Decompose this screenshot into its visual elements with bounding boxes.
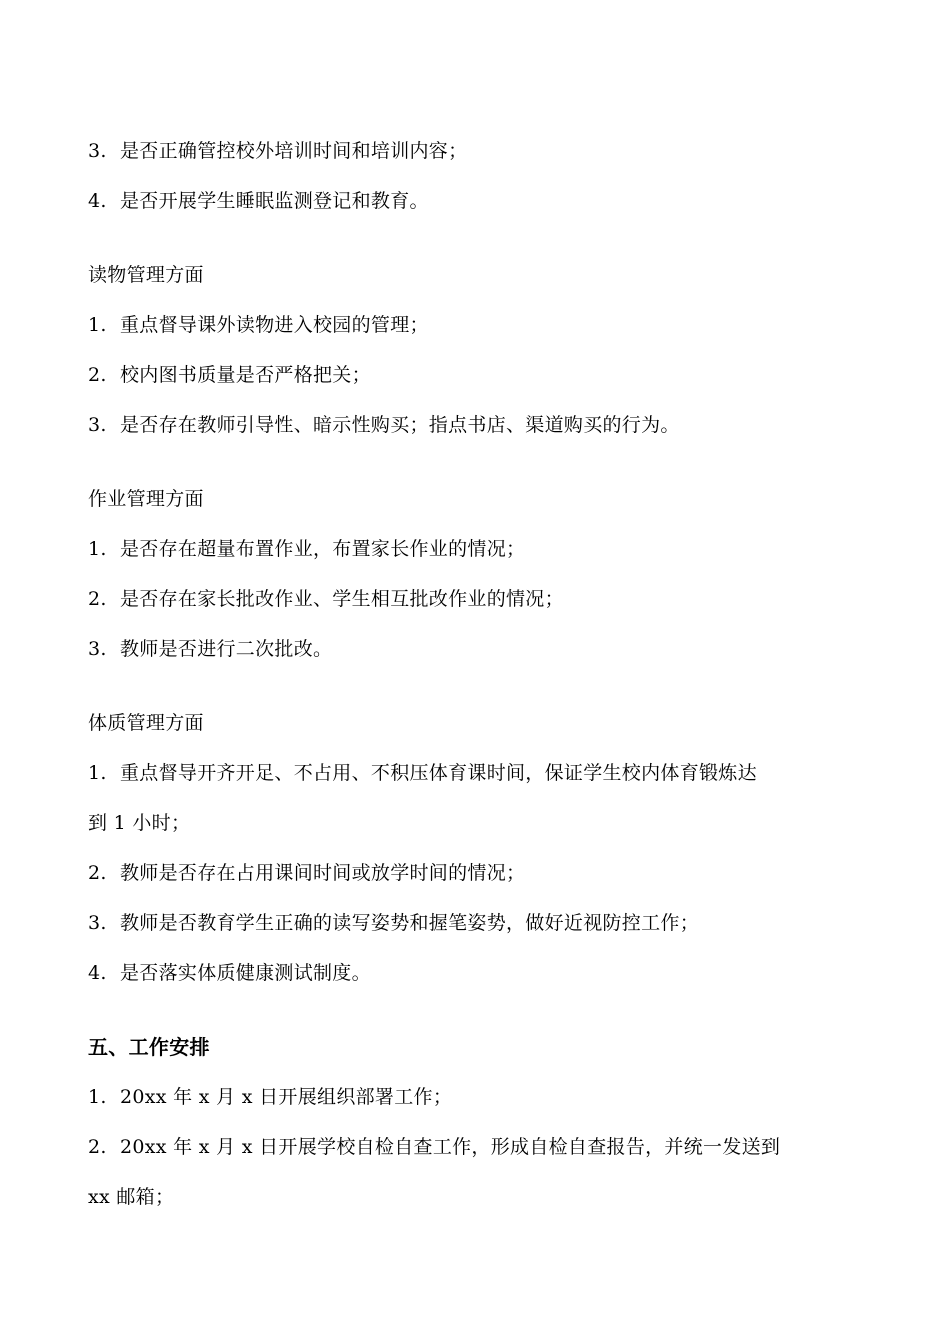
item-text: 教师是否进行二次批改。 [120,638,333,660]
list-item [88,1084,868,1110]
item-text: 是否存在家长批改作业、学生相互批改作业的情况； [120,588,564,610]
section-heading: 五、工作安排 [88,1035,210,1059]
list-item [88,860,868,886]
list-item [88,636,868,662]
list-item [88,586,868,612]
item-text: 重点督导课外读物进入校园的管理； [120,314,429,336]
item-number: 3. [88,912,107,934]
item-text: 是否开展学生睡眠监测登记和教育。 [120,190,429,212]
list-item [88,1134,868,1160]
item-number: 2. [88,364,107,386]
item-number: 1. [88,538,107,560]
item-number: 1. [88,1086,107,1108]
list-item-continuation: 到 1 小时； [88,812,191,834]
item-number: 2. [88,588,107,610]
item-number: 4. [88,962,107,984]
list-item-continuation: xx 邮箱； [88,1186,175,1208]
item-text: 是否存在超量布置作业，布置家长作业的情况； [120,538,526,560]
section-subheading: 读物管理方面 [88,264,204,286]
item-text: 重点督导开齐开足、不占用、不积压体育课时间，保证学生校内体育锻炼达 [120,762,757,784]
item-number: 3. [88,414,107,436]
item-number: 4. [88,190,107,212]
section-subheading: 体质管理方面 [88,712,204,734]
list-item [88,536,868,562]
item-number: 3. [88,638,107,660]
item-text: 是否落实体质健康测试制度。 [120,962,371,984]
list-item [88,960,868,986]
section-subheading: 作业管理方面 [88,488,204,510]
item-text: 是否正确管控校外培训时间和培训内容； [120,140,468,162]
item-text: 20xx 年 x 月 x 日开展组织部署工作； [120,1086,453,1108]
item-number: 2. [88,1136,107,1158]
list-item [88,138,868,164]
list-item [88,760,868,786]
item-text: 校内图书质量是否严格把关； [120,364,371,386]
list-item [88,312,868,338]
list-item [88,188,868,214]
list-item [88,412,868,438]
item-text: 20xx 年 x 月 x 日开展学校自检自查工作，形成自检自查报告，并统一发送到 [120,1136,781,1158]
item-text: 教师是否存在占用课间时间或放学时间的情况； [120,862,526,884]
item-number: 1. [88,314,107,336]
item-text: 是否存在教师引导性、暗示性购买；指点书店、渠道购买的行为。 [120,414,680,436]
item-number: 3. [88,140,107,162]
list-item [88,362,868,388]
item-text: 教师是否教育学生正确的读写姿势和握笔姿势，做好近视防控工作； [120,912,700,934]
list-item [88,910,868,936]
item-number: 1. [88,762,107,784]
item-number: 2. [88,862,107,884]
